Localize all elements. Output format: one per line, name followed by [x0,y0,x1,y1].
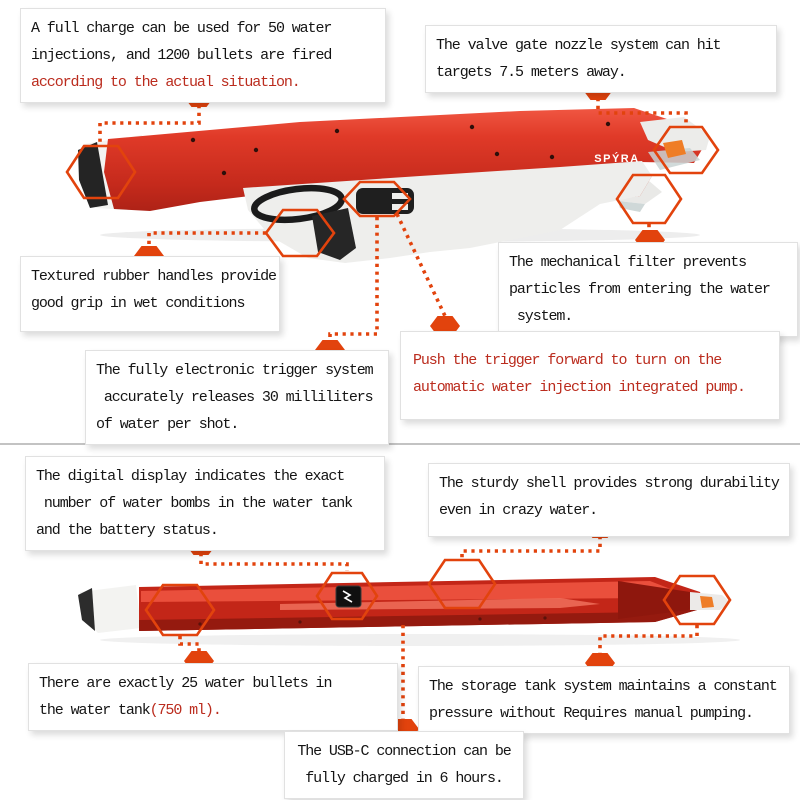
rear-cap-end [78,588,95,631]
top-gun-illustration [78,108,710,263]
callout-text-red: (750 ml). [149,702,221,719]
screw-dot [478,617,481,620]
callout-usb-c [284,731,524,799]
callout-text-line-red: according to the actual situation. [31,74,300,91]
callout-text-line: The sturdy shell provides strong durability [439,475,779,492]
callout-text-line: There are exactly 25 water bullets in [39,675,332,692]
callout-text-line: fully charged in 6 hours. [305,770,503,787]
callout-digital-display [25,456,385,551]
callout-valve-gate [425,25,777,93]
screw-dot [495,152,499,156]
nozzle-tip [700,596,714,608]
callout-text-line: accurately releases 30 milliliters [96,389,373,406]
callout-text-line: injections, and 1200 bullets are fired [31,47,332,64]
callout-text-line: system. [509,308,573,325]
callout-text-line: good grip in wet conditions [31,295,245,312]
callout-text-line: of water per shot. [96,416,239,433]
callout-text-line-mixed [39,697,387,724]
callout-text-line: pressure without Requires manual pumping. [429,705,753,722]
callout-text-line-red: automatic water injection integrated pump. [413,379,745,396]
screw-dot [543,616,546,619]
callout-full-charge [20,8,386,103]
callout-text-line: Textured rubber handles provide [31,268,276,285]
screw-dot [606,122,610,126]
screw-dot [550,155,554,159]
screw-dot [191,138,195,142]
callout-push-trigger [400,331,780,420]
screw-dot [335,129,339,133]
callout-sturdy-shell [428,463,790,537]
screw-dot [470,125,474,129]
callout-text-line: even in crazy water. [439,502,598,519]
brand-logo: SPÝRA [594,153,640,165]
callout-text-line: number of water bombs in the water tank [36,495,353,512]
callout-text-line: The fully electronic trigger system [96,362,373,379]
callout-text-line-red: Push the trigger forward to turn on the [413,352,722,369]
callout-text-line: The valve gate nozzle system can hit [436,37,721,54]
callout-water-bullets [28,663,398,731]
callout-mechanical-filter [498,242,798,337]
screw-dot [222,171,226,175]
connector-display [201,553,347,571]
callout-rubber-handles [20,256,280,332]
callout-text-line: The USB-C connection can be [297,743,511,760]
callout-text-line: and the battery status. [36,522,218,539]
callout-text-line: The mechanical filter prevents [509,254,747,271]
callout-text-line: particles from entering the water [509,281,770,298]
callout-text-line: The storage tank system maintains a constant [429,678,777,695]
callout-storage-tank [418,666,790,734]
screw-dot [198,622,201,625]
screw-dot [254,148,258,152]
callout-text-black: the water tank [39,702,150,719]
screw-dot [298,620,301,623]
callout-text-line: The digital display indicates the exact [36,468,345,485]
callout-text-line: A full charge can be used for 50 water [31,20,332,37]
connector-shell [462,536,600,558]
trigger-module [356,188,414,214]
callout-trigger-system [85,350,389,445]
callout-text-line: targets 7.5 meters away. [436,64,626,81]
